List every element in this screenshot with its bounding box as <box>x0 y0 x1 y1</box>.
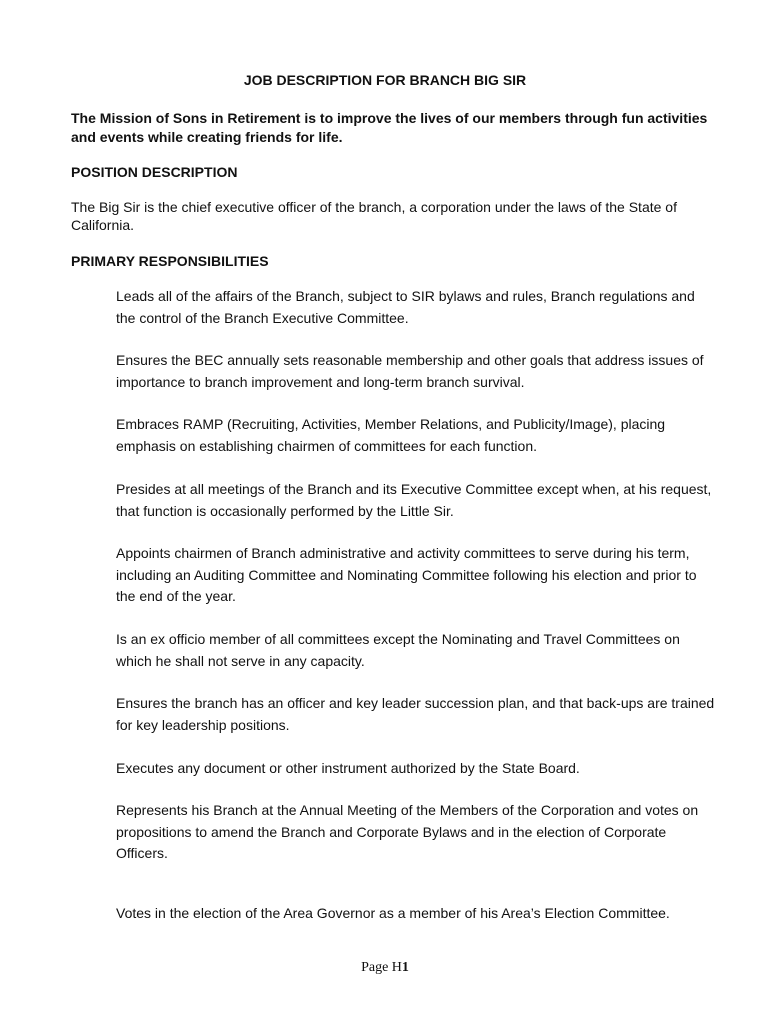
responsibility-item: Is an ex officio member of all committees except the Nominating and Travel Committees on which he shall not serve in any capacity. <box>116 631 680 669</box>
responsibility-item: Votes in the election of the Area Governor as a member of his Area’s Election Committee. <box>116 905 670 921</box>
mission-statement: The Mission of Sons in Retirement is to improve the lives of our members through fun activities and events while creating friends for life. <box>71 110 708 145</box>
responsibility-item: Executes any document or other instrument authorized by the State Board. <box>116 760 580 776</box>
responsibility-item: Appoints chairmen of Branch administrative and activity committees to serve during his term, including an Auditing Committee and Nominating Committee following his election and prior to the end of the year. <box>116 545 697 604</box>
document-title: JOB DESCRIPTION FOR BRANCH BIG SIR <box>243 72 527 88</box>
page-number: 1 <box>401 960 409 975</box>
position-description-heading: POSITION DESCRIPTION <box>71 164 238 180</box>
page-label: Page H <box>361 960 402 975</box>
responsibility-item: Embraces RAMP (Recruiting, Activities, Member Relations, and Publicity/Image), placing emphasis on establishing chairmen of committees for each function. <box>116 416 666 454</box>
position-description-text: The Big Sir is the chief executive officer of the branch, a corporation under the laws of the State of California. <box>71 199 677 233</box>
responsibility-item: Ensures the BEC annually sets reasonable membership and other goals that address issues of importance to branch improvement and long-term branch survival. <box>116 352 704 390</box>
responsibility-item: Presides at all meetings of the Branch and its Executive Committee except when, at his request, that function is occasionally performed by the Little Sir. <box>116 481 712 519</box>
responsibility-item: Ensures the branch has an officer and key leader succession plan, and that back-ups are trained for key leadership positions. <box>116 695 715 733</box>
responsibility-item: Leads all of the affairs of the Branch, subject to SIR bylaws and rules, Branch regulations and the control of the Branch Executive Committee. <box>116 288 695 326</box>
page-footer <box>0 959 770 977</box>
primary-responsibilities-heading: PRIMARY RESPONSIBILITIES <box>71 253 269 269</box>
responsibility-item: Represents his Branch at the Annual Meeting of the Members of the Corporation and votes on propositions to amend the Branch and Corporate Bylaws and in the election of Corporate Officers. <box>116 802 699 861</box>
